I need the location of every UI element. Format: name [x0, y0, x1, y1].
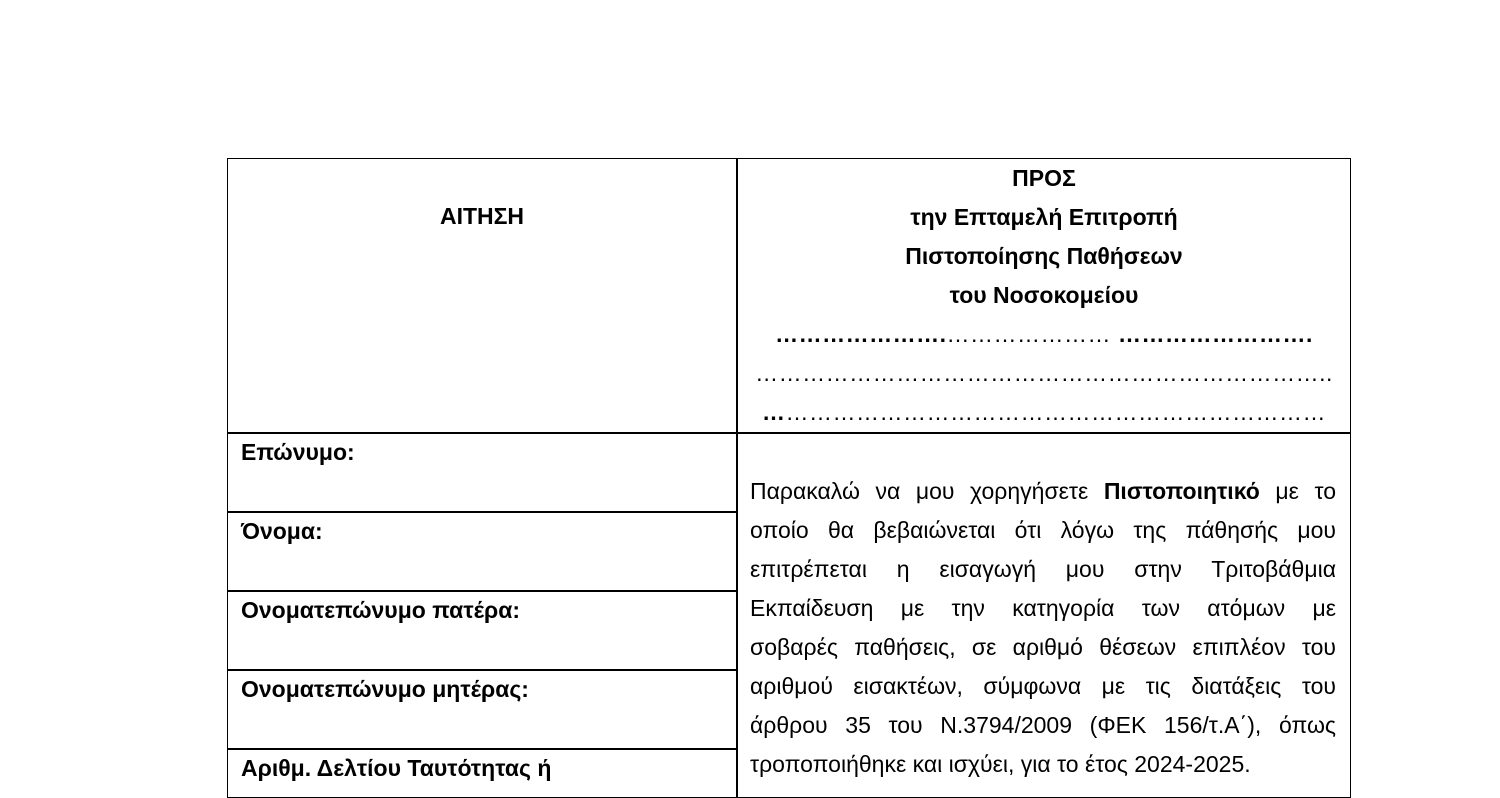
father-name-field-label: Ονοματεπώνυμο πατέρα:	[241, 597, 520, 623]
dots-bold: …	[762, 399, 786, 425]
addressee-line: του Νοσοκομείου	[949, 282, 1139, 308]
field-divider	[227, 590, 737, 592]
dots-bold: …………………….	[1117, 321, 1313, 347]
request-line	[750, 472, 1336, 511]
field-divider	[227, 669, 737, 671]
request-line: τροποποιήθηκε και ισχύει, για το έτος 2024-2025.	[750, 751, 1251, 777]
form-title: ΑΙΤΗΣΗ	[439, 203, 525, 229]
field-divider	[227, 748, 737, 750]
hospital-name-blank[interactable]	[737, 317, 1351, 356]
hospital-name-blank[interactable]	[737, 356, 1351, 395]
mother-name-field-label: Ονοματεπώνυμο μητέρας:	[241, 676, 529, 702]
hospital-name-blank[interactable]	[737, 395, 1351, 434]
surname-field-label: Επώνυμο:	[241, 439, 355, 465]
request-line: Εκπαίδευση με την κατηγορία των ατόμων με	[750, 595, 1336, 621]
request-line: σοβαρές παθήσεις, σε αριθμό θέσεων επιπλέον του	[750, 634, 1336, 660]
addressee-line: Πιστοποίησης Παθήσεων	[905, 243, 1183, 269]
request-text	[750, 472, 1336, 784]
request-line: άρθρου 35 του Ν.3794/2009 (ΦΕΚ 156/τ.Α΄), όπως	[750, 712, 1336, 738]
id-number-field-label: Αριθμ. Δελτίου Ταυτότητας ή	[241, 755, 552, 781]
addressee-block	[737, 161, 1351, 434]
request-line: επιτρέπεται η εισαγωγή μου στην Τριτοβάθμια	[750, 556, 1336, 582]
dots-normal: ……………………………………………………………	[785, 399, 1326, 425]
dots-normal: ………………………………………………………………..	[755, 360, 1333, 386]
first-name-field-label: Όνομα:	[241, 518, 323, 544]
request-line: αριθμού εισακτέων, σύμφωνα με τις διατάξεις του	[750, 673, 1336, 699]
request-text-part: με το	[1275, 478, 1337, 504]
request-text-part: Παρακαλώ να μου χορηγήσετε	[750, 478, 1089, 504]
dots-normal: …………………	[946, 321, 1112, 347]
certificate-keyword: Πιστοποιητικό	[1103, 478, 1260, 504]
request-line: οποίο θα βεβαιώνεται ότι λόγω της πάθησής μου	[750, 517, 1336, 543]
addressee-line: ΠΡΟΣ	[1012, 165, 1076, 191]
dots-bold: ………………….	[775, 321, 947, 347]
field-divider	[227, 511, 737, 513]
addressee-line: την Επταμελή Επιτροπή	[910, 204, 1178, 230]
